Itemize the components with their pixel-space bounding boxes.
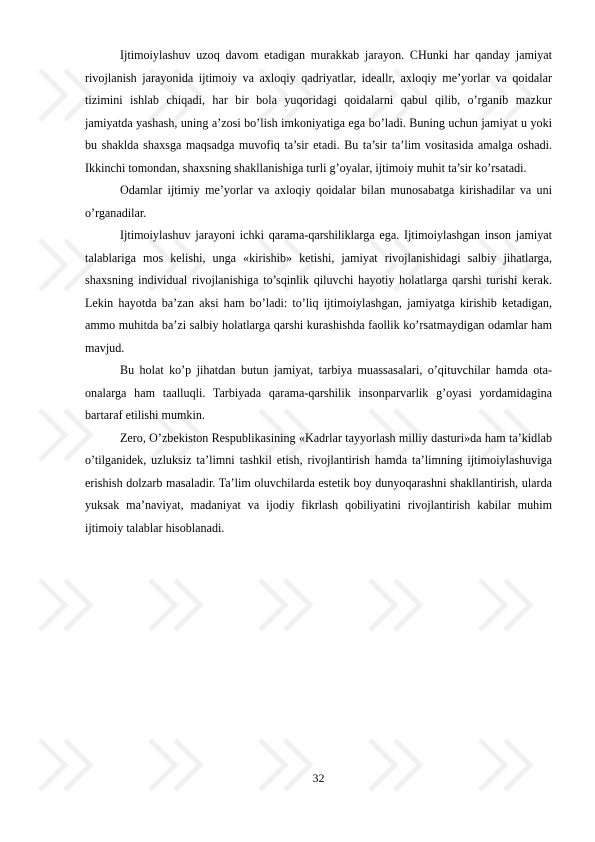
paragraph-1: Ijtimoiylashuv uzoq davom etadigan murakkab jarayon. CHunki har qanday jamiyat rivojlanish jarayonida ijtimoiy va axloqiy qadriyatlar, ideallr, axloqiy me’yorlar va qoidalar tizimini ishlab chiqadi, har bir bola yuqoridagi qoidalarni qabul qilib, o’rganib mazkur jamiyatda yashash, uning a’zosi bo’lish imkoniyatiga ega bo’ladi. Buning uchun jamiyat u yoki bu shaklda shaxsga maqsadga muvofiq ta’sir etadi. Bu ta’sir ta’lim vositasida amalga oshadi. Ikkinchi tomondan, shaxsning shakllanishiga turli g’oyalar, ijtimoiy muhit ta’sir ko’rsatadi. — [85, 48, 552, 175]
paragraph-4: Bu holat ko’p jihatdan butun jamiyat, tarbiya muassasalari, o’qituvchilar hamda ota-onalarga ham taalluqli. Tarbiyada qarama-qarshilik insonparvarlik g’oyasi yordamidagina bartaraf etilishi mumkin. — [85, 363, 552, 422]
paragraph-3: Ijtimoiylashuv jarayoni ichki qarama-qarshiliklarga ega. Ijtimoiylashgan inson jamiyat talablariga mos kelishi, unga «kirishib» ketishi, jamiyat rivojlanishidagi salbiy jihatlarga, shaxsning individual rivojlanishiga to’sqinlik qiluvchi hayotiy holatlarga qarshi turishi kerak. Lekin hayotda ba’zan aksi ham bo’ladi: to’liq ijtimoiylashgan, jamiyatga kirishib ketadigan, ammo muhitda ba’zi salbiy holatlarga qarshi kurashishda faollik ko’rsatmaydigan odamlar ham mavjud. — [85, 228, 552, 355]
paragraph-5: Zero, O’zbekiston Respublikasining «Kadrlar tayyorlash milliy dasturi»da ham ta’kidlab o’tilganidek, uzluksiz ta’limni tashkil etish, rivojlantirish hamda ta’limning ijtimoiylashuviga erishish dolzarb masaladir. Ta’lim oluvchilarda estetik boy dunyoqarashni shakllantirish, ularda yuksak ma’naviyat, madaniyat va ijodiy fikrlash qobiliyatini rivojlantirish kabilar muhim ijtimoiy talablar hisoblanadi. — [85, 430, 552, 535]
paragraph-2: Odamlar ijtimiy me’yorlar va axloqiy qoidalar bilan munosabatga kirishadilar va uni o’rganadilar. — [85, 183, 552, 220]
document-body — [85, 44, 552, 539]
page-number: 32 — [312, 771, 325, 785]
